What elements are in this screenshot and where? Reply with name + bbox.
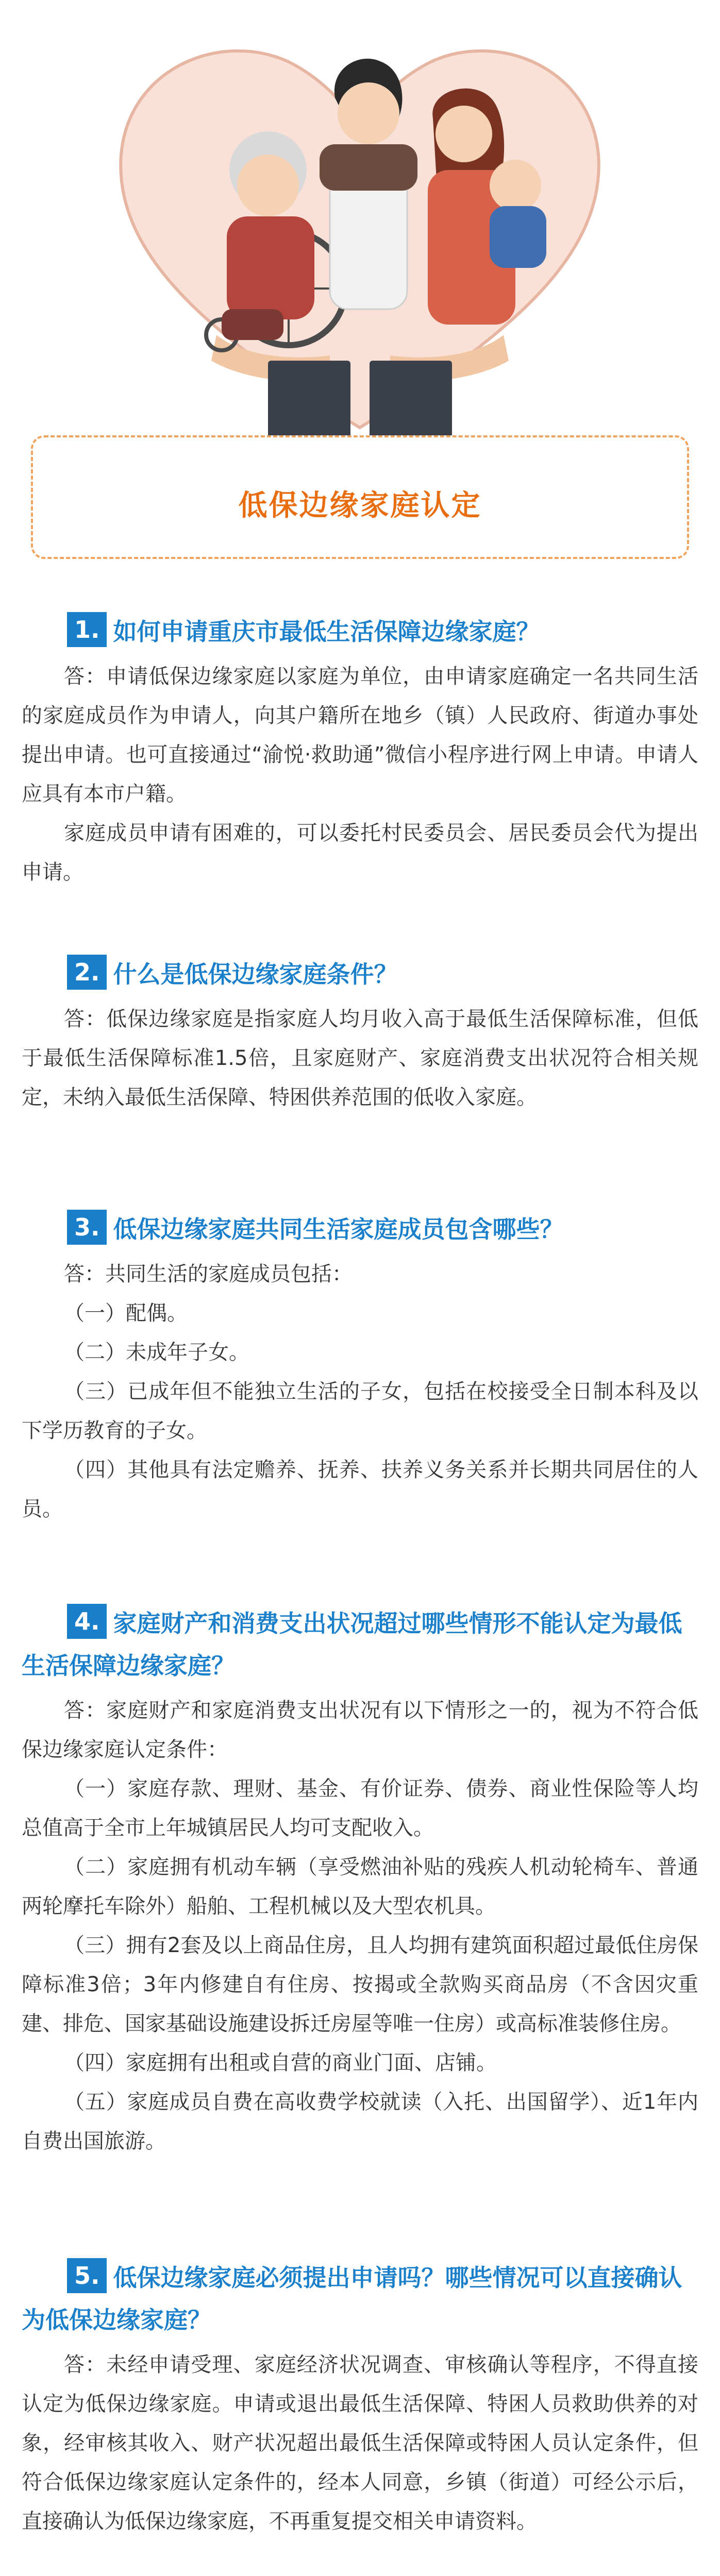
faq-section-3 <box>22 1208 698 1529</box>
question-number-badge: 2. <box>67 955 107 990</box>
answer-paragraph: （二）家庭拥有机动车辆（享受燃油补贴的残疾人机动轮椅车、普通两轮摩托车除外）船舶、工程机械以及大型农机具。 <box>22 1855 698 1918</box>
question-number-badge: 4. <box>67 1604 107 1639</box>
faq-section-2 <box>22 953 698 1117</box>
answer-paragraph: （三）拥有2套及以上商品住房，且人均拥有建筑面积超过最低住房保障标准3倍；3年内修建自有住房、按揭或全款购买商品房（不含因灾重建、排危、国家基础设施建设拆迁房屋等唯一住房）或高标准装修住房。 <box>22 1934 698 2036</box>
question-number-badge: 5. <box>67 2258 107 2293</box>
faq-question <box>22 611 698 653</box>
question-text: 什么是低保边缘家庭条件？ <box>113 960 398 988</box>
answer-paragraph: 答：未经申请受理、家庭经济状况调查、审核确认等程序，不得直接认定为低保边缘家庭。申请或退出最低生活保障、特困人员救助供养的对象，经审核其收入、财产状况超出最低生活保障或特困人员认定条件，但符合低保边缘家庭认定条件的，经本人同意，乡镇（街道）可经公示后，直接确认为低保边缘家庭，不再重复提交相关申请资料。 <box>22 2353 698 2533</box>
question-number-badge: 3. <box>67 1210 107 1245</box>
answer-paragraph: （四）家庭拥有出租或自营的商业门面、店铺。 <box>64 2051 497 2075</box>
faq-section-1 <box>22 611 698 892</box>
faq-question <box>22 1602 698 1687</box>
question-text: 家庭财产和消费支出状况超过哪些情形不能认定为最低生活保障边缘家庭？ <box>22 1609 682 1680</box>
title-box <box>31 435 689 559</box>
faq-question <box>22 1208 698 1250</box>
answer-paragraph: （四）其他具有法定赡养、抚养、扶养义务关系并长期共同居住的人员。 <box>22 1458 698 1521</box>
question-text: 低保边缘家庭必须提出申请吗？哪些情况可以直接确认为低保边缘家庭？ <box>22 2264 682 2334</box>
answer-paragraph: 答：申请低保边缘家庭以家庭为单位，由申请家庭确定一名共同生活的家庭成员作为申请人，向其户籍所在地乡（镇）人民政府、街道办事处提出申请。也可直接通过“渝悦·救助通”微信小程序进行网上申请。申请人应具有本市户籍。 <box>22 665 698 806</box>
header-illustration <box>0 0 720 453</box>
answer-paragraph: 答：家庭财产和家庭消费支出状况有以下情形之一的，视为不符合低保边缘家庭认定条件： <box>22 1699 698 1761</box>
answer-paragraph: （二）未成年子女。 <box>64 1341 249 1364</box>
answer-paragraph: 家庭成员申请有困难的，可以委托村民委员会、居民委员会代为提出申请。 <box>22 821 698 884</box>
page-title: 低保边缘家庭认定 <box>238 489 482 522</box>
answer-paragraph: （一）配偶。 <box>64 1301 188 1325</box>
question-text: 低保边缘家庭共同生活家庭成员包含哪些？ <box>113 1215 564 1243</box>
answer-paragraph: 答：低保边缘家庭是指家庭人均月收入高于最低生活保障标准，但低于最低生活保障标准1.5倍，且家庭财产、家庭消费支出状况符合相关规定，未纳入最低生活保障、特困供养范围的低收入家庭。 <box>22 1007 698 1109</box>
faq-question <box>22 2257 698 2341</box>
answer-paragraph: （一）家庭存款、理财、基金、有价证券、债券、商业性保险等人均总值高于全市上年城镇居民人均可支配收入。 <box>22 1777 698 1840</box>
elderly-woman-figure <box>222 131 314 340</box>
faq-question <box>22 953 698 995</box>
answer-paragraph: 答：共同生活的家庭成员包括： <box>64 1262 353 1286</box>
answer-paragraph: （五）家庭成员自费在高收费学校就读（入托、出国留学）、近1年内自费出国旅游。 <box>22 2090 698 2153</box>
answer-paragraph: （三）已成年但不能独立生活的子女，包括在校接受全日制本科及以下学历教育的子女。 <box>22 1380 698 1443</box>
faq-section-4 <box>22 1602 698 2161</box>
question-text: 如何申请重庆市最低生活保障边缘家庭？ <box>113 618 540 646</box>
question-number-badge: 1. <box>67 612 107 647</box>
faq-section-5 <box>22 2257 698 2541</box>
